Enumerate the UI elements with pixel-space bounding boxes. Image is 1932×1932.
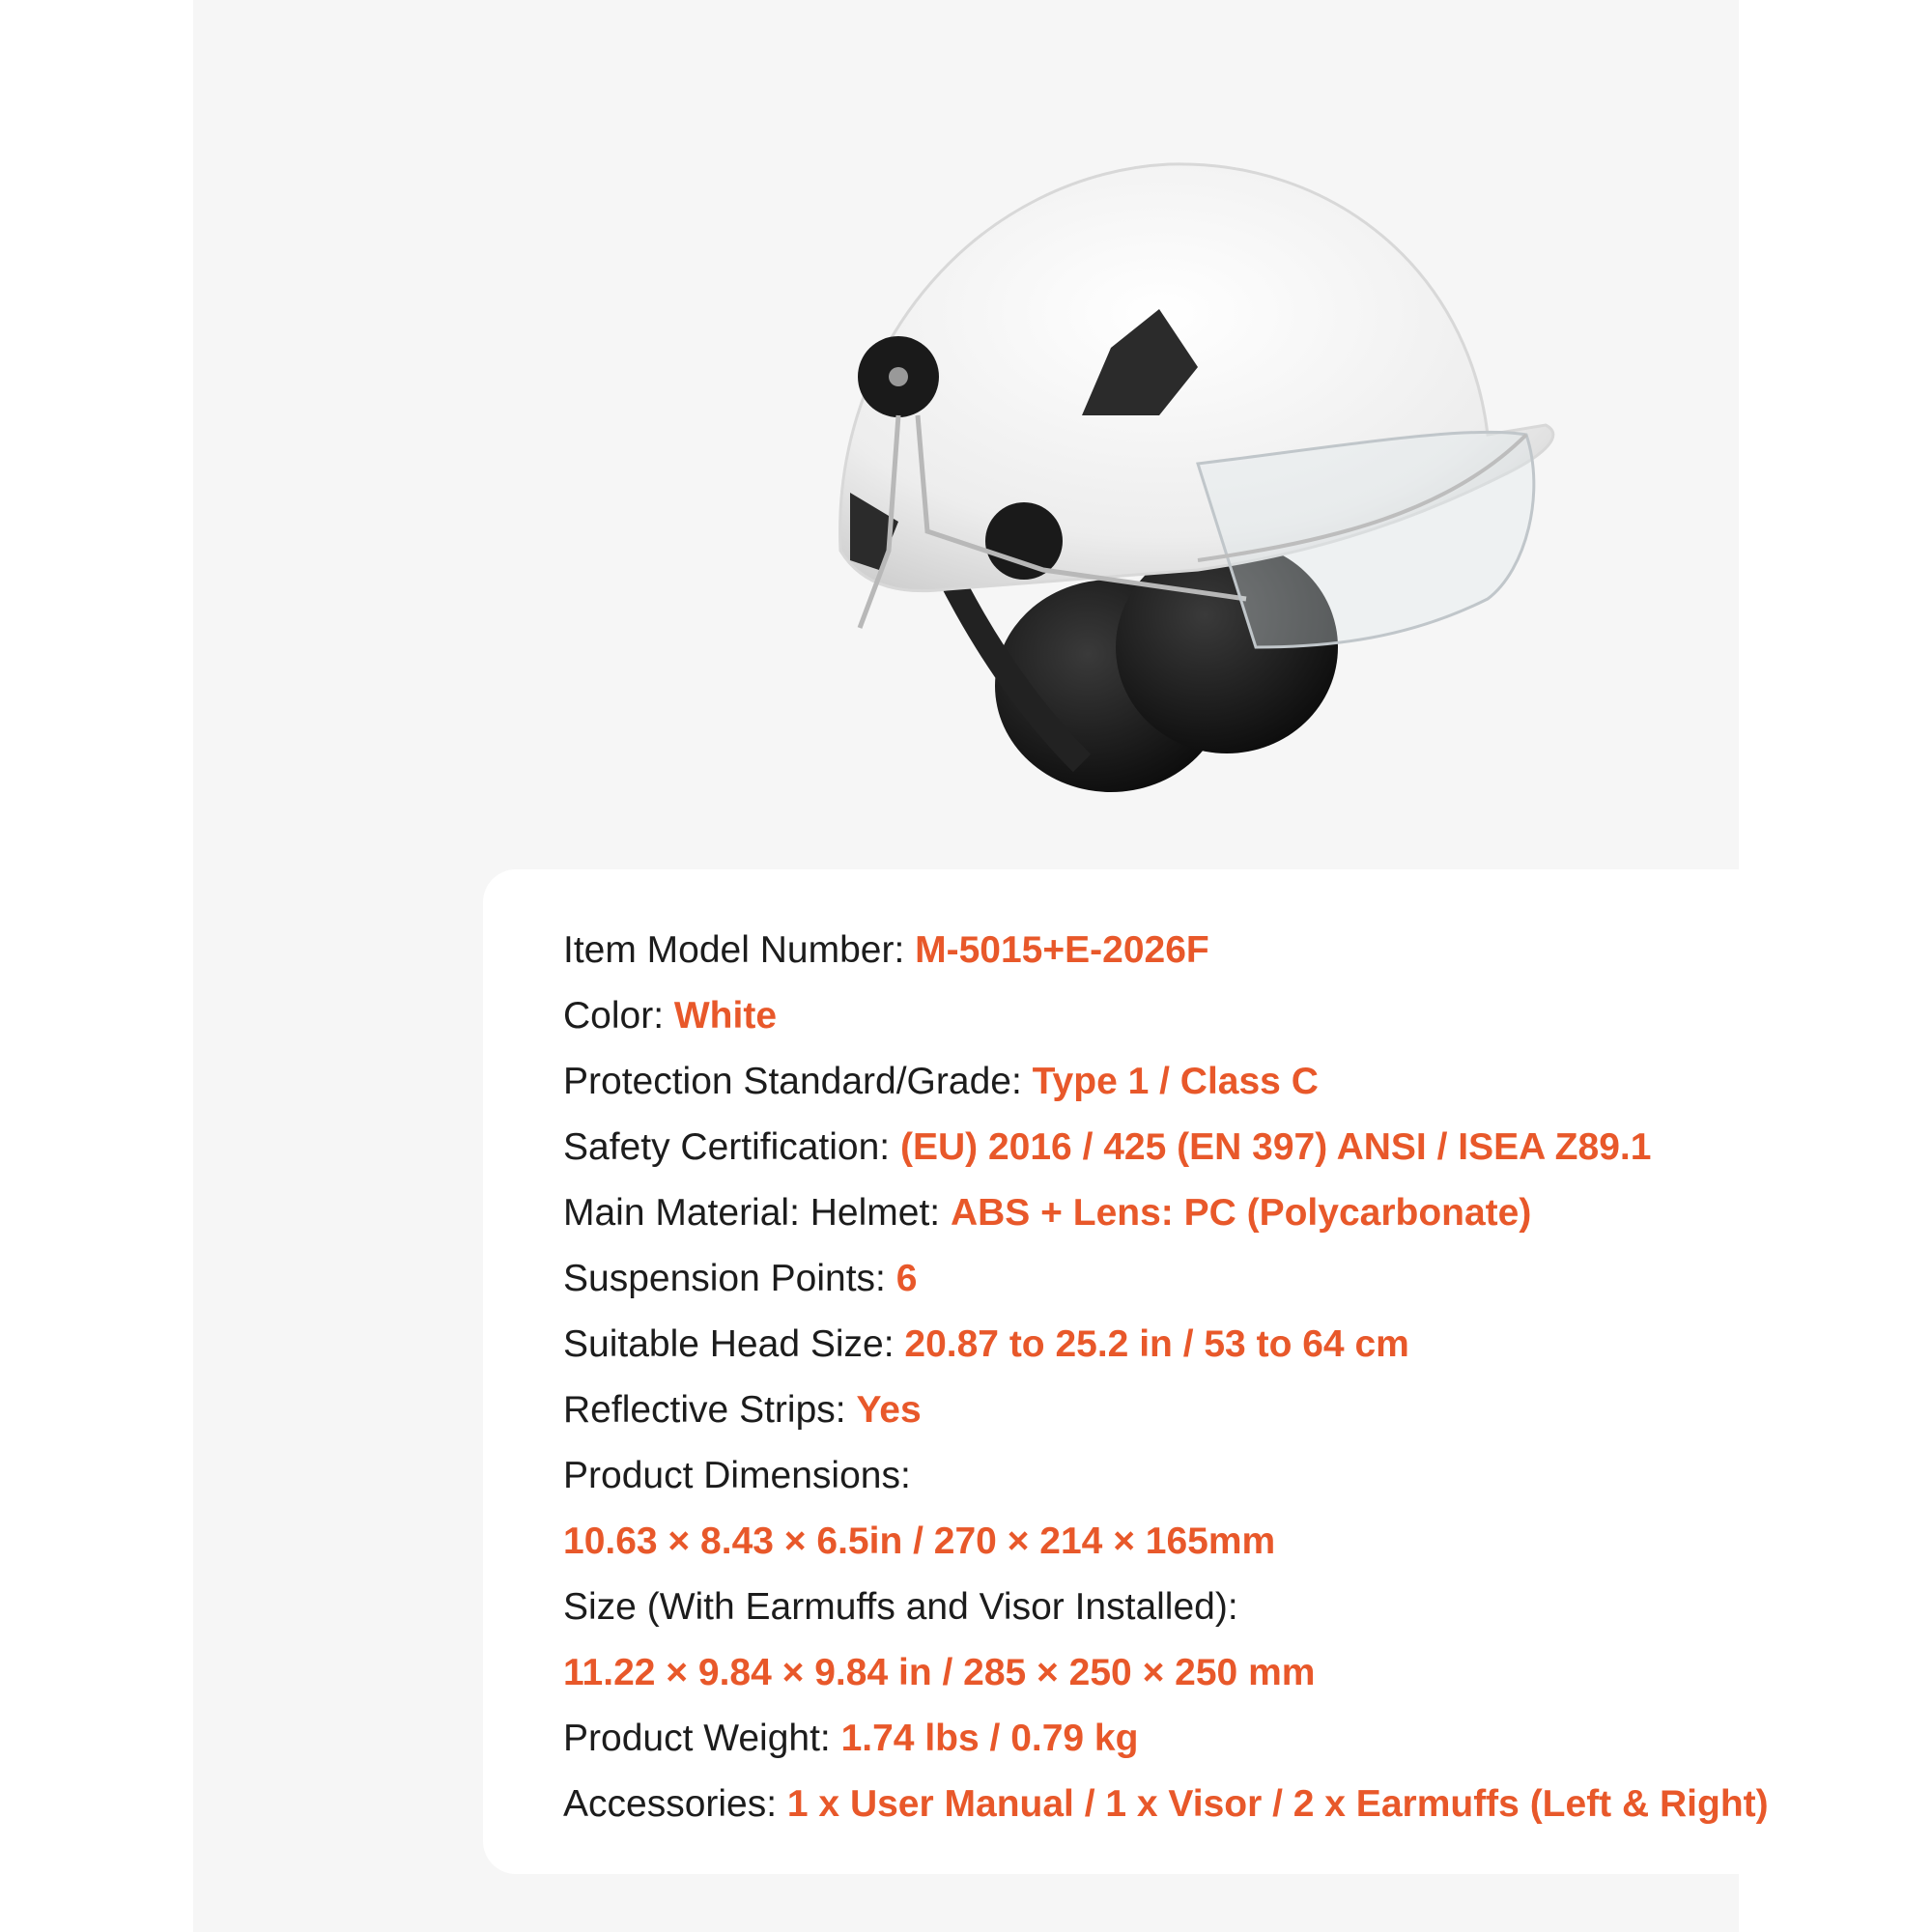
spec-row xyxy=(563,1180,1797,1246)
spec-row xyxy=(563,983,1797,1049)
spec-row xyxy=(563,1115,1797,1180)
spec-value: 20.87 to 25.2 in / 53 to 64 cm xyxy=(904,1323,1409,1365)
spec-row xyxy=(563,1246,1797,1312)
spec-label: Protection Standard/Grade: xyxy=(563,1061,1033,1102)
specifications-card xyxy=(483,869,1835,1874)
spec-row xyxy=(563,1312,1797,1378)
spec-label: Accessories: xyxy=(563,1783,787,1825)
spec-label: Size (With Earmuffs and Visor Installed): xyxy=(563,1586,1238,1628)
spec-value: Type 1 / Class C xyxy=(1032,1061,1319,1102)
spec-label: Color: xyxy=(563,995,674,1037)
spec-row xyxy=(563,918,1797,983)
spec-value: (EU) 2016 / 425 (EN 397) ANSI / ISEA Z89.1 xyxy=(899,1126,1652,1168)
spec-label: Product Weight: xyxy=(563,1718,841,1759)
spec-value: White xyxy=(673,995,778,1037)
product-page xyxy=(193,0,1769,1932)
spec-label: Item Model Number: xyxy=(563,929,916,971)
spec-label: Suspension Points: xyxy=(563,1258,896,1299)
spec-label: Main Material: Helmet: xyxy=(563,1192,951,1234)
spec-value: Yes xyxy=(856,1389,922,1431)
spec-value: 11.22 × 9.84 × 9.84 in / 285 × 250 × 250 mm xyxy=(563,1652,1316,1693)
spec-value: 1 x User Manual / 1 x Visor / 2 x Earmuffs (Left & Right) xyxy=(786,1783,1769,1825)
spec-row xyxy=(563,1575,1797,1640)
spec-row xyxy=(563,1640,1797,1706)
spec-value: 10.63 × 8.43 × 6.5in / 270 × 214 × 165mm xyxy=(563,1520,1276,1562)
spec-label: Product Dimensions: xyxy=(563,1455,911,1496)
spec-row xyxy=(563,1706,1797,1772)
spec-row xyxy=(563,1772,1797,1837)
spec-row xyxy=(563,1443,1797,1509)
visor-icon xyxy=(1198,432,1534,647)
spec-value: 1.74 lbs / 0.79 kg xyxy=(840,1718,1139,1759)
spec-list xyxy=(563,918,1797,1837)
helmet-product-image xyxy=(792,145,1584,840)
spec-value: 6 xyxy=(895,1258,918,1299)
spec-row xyxy=(563,1509,1797,1575)
spec-value: M-5015+E-2026F xyxy=(915,929,1209,971)
spec-value: ABS + Lens: PC (Polycarbonate) xyxy=(950,1192,1532,1234)
spec-row xyxy=(563,1049,1797,1115)
spec-label: Suitable Head Size: xyxy=(563,1323,905,1365)
spec-label: Safety Certification: xyxy=(563,1126,900,1168)
spec-label: Reflective Strips: xyxy=(563,1389,857,1431)
spec-row xyxy=(563,1378,1797,1443)
